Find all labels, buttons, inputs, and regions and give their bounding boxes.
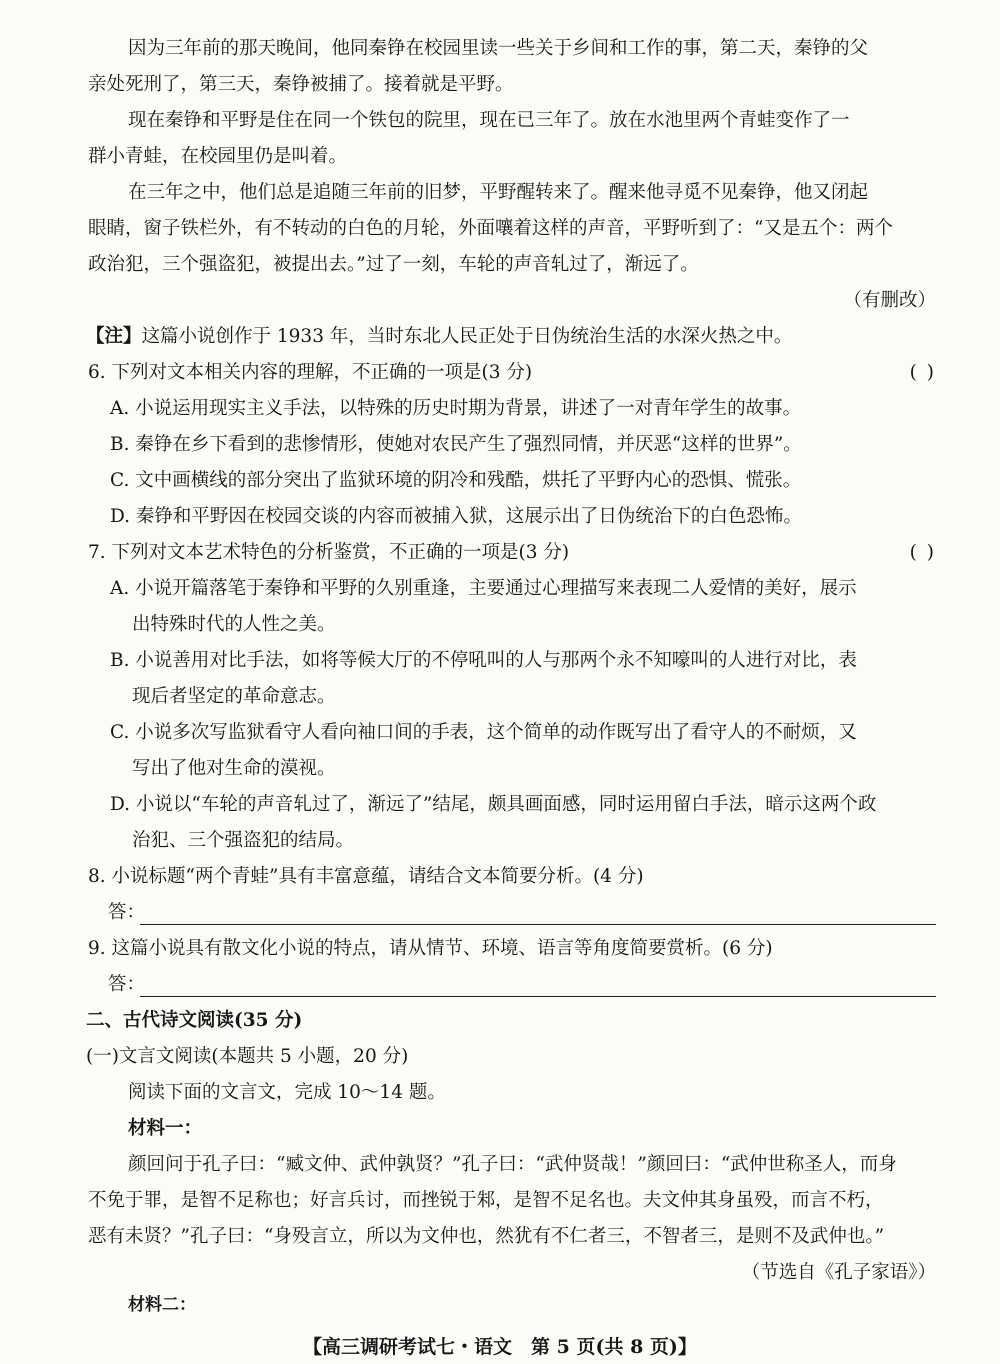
q7-option-c-line-2: 写出了他对生命的漠视。 [132,758,336,779]
material-1-label: 材料一： [128,1118,203,1139]
material-1-line-1: 颜回问于孔子曰：“臧文仲、武仲孰贤？”孔子曰：“武仲贤哉！”颜回曰：“武仲世称圣人，而身 [128,1154,897,1175]
q8-answer-label: 答： [108,902,146,923]
material-2-label: 材料二： [128,1295,196,1315]
q9-answer-label: 答： [108,974,146,995]
q6-answer-blank[interactable]: ( ) [909,362,936,383]
note-label: 【注】 [86,326,142,347]
q7-option-d-line-2: 治犯、三个强盗犯的结局。 [132,830,355,851]
story-paragraph-3-line-3: 政治犯，三个强盗犯，被提出去。”过了一刻，车轮的声音轧过了，渐远了。 [88,254,699,275]
material-1-source: （节选自《孔子家语》） [741,1262,936,1283]
note [86,324,792,350]
q9-answer-line[interactable] [140,996,936,997]
q7-option-c-line-1: C. 小说多次写监狱看守人看向袖口间的手表，这个简单的动作既写出了看守人的不耐烦，又 [110,722,857,743]
q8-answer-line[interactable] [140,924,936,925]
note-text: 这篇小说创作于 1933 年，当时东北人民正处于日伪统治生活的水深火热之中。 [141,326,793,347]
q7-option-b-line-2: 现后者坚定的革命意志。 [132,686,336,707]
material-1-line-3: 恶有未贤？”孔子曰：“身殁言立，所以为文仲也，然犹有不仁者三，不智者三，是则不及武仲也。” [88,1226,885,1247]
q9-stem: 9. 这篇小说具有散文化小说的特点，请从情节、环境、语言等角度简要赏析。(6 分) [88,938,773,959]
q7-option-d-line-1: D. 小说以“车轮的声音轧过了，渐远了”结尾，颇具画面感，同时运用留白手法，暗示这两个政 [110,794,877,815]
q7-option-b-line-1: B. 小说善用对比手法，如将等候大厅的不停吼叫的人与那两个永不知嚎叫的人进行对比，表 [110,650,857,671]
q7-stem: 7. 下列对文本艺术特色的分析鉴赏，不正确的一项是(3 分) [88,542,570,563]
q8-stem: 8. 小说标题“两个青蛙”具有丰富意蕴，请结合文本简要分析。(4 分) [88,866,644,887]
q6-option-a: A. 小说运用现实主义手法，以特殊的历史时期为背景，讲述了一对青年学生的故事。 [110,398,802,419]
q7-option-a-line-2: 出特殊时代的人性之美。 [132,614,336,635]
story-source: （有删改） [843,290,936,311]
q6-option-d: D. 秦铮和平野因在校园交谈的内容而被捕入狱，这展示出了日伪统治下的白色恐怖。 [110,506,802,527]
story-paragraph-1-line-2: 亲处死刑了，第三天，秦铮被捕了。接着就是平野。 [88,74,514,95]
q6-option-b: B. 秦铮在乡下看到的悲惨情形，使她对农民产生了强烈同情，并厌恶“这样的世界”。 [110,434,802,455]
q6-option-c: C. 文中画横线的部分突出了监狱环境的阴冷和残酷，烘托了平野内心的恐惧、慌张。 [110,470,802,491]
story-paragraph-3-line-2: 眼睛，窗子铁栏外，有不转动的白色的月轮，外面嚷着这样的声音，平野听到了：“又是五个：两个 [88,218,893,239]
section-2-title: 二、古代诗文阅读(35 分) [86,1010,303,1031]
section-2-instruction: 阅读下面的文言文，完成 10～14 题。 [128,1082,446,1103]
section-2-subtitle: (一)文言文阅读(本题共 5 小题，20 分) [86,1046,409,1067]
q7-option-a-line-1: A. 小说开篇落笔于秦铮和平野的久别重逢，主要通过心理描写来表现二人爱情的美好，展示 [110,578,857,599]
story-paragraph-1-line-1: 因为三年前的那天晚间，他同秦铮在校园里读一些关于乡间和工作的事，第二天，秦铮的父 [128,38,869,59]
story-paragraph-2-line-1: 现在秦铮和平野是住在同一个铁包的院里，现在已三年了。放在水池里两个青蛙变作了一 [128,110,850,131]
q7-answer-blank[interactable]: ( ) [909,542,936,563]
story-paragraph-3-line-1: 在三年之中，他们总是追随三年前的旧梦，平野醒转来了。醒来他寻觅不见秦铮，他又闭起 [128,182,869,203]
page-footer: 【高三调研考试七・语文 第 5 页(共 8 页)】 [303,1336,697,1358]
q6-stem: 6. 下列对文本相关内容的理解，不正确的一项是(3 分) [88,362,533,383]
story-paragraph-2-line-2: 群小青蛙，在校园里仍是叫着。 [88,146,348,167]
material-1-line-2: 不免于罪，是智不足称也；好言兵讨，而挫锐于邾，是智不足名也。夫文仲其身虽殁，而言不朽， [88,1190,884,1211]
material-2-line-1 [128,1310,169,1336]
